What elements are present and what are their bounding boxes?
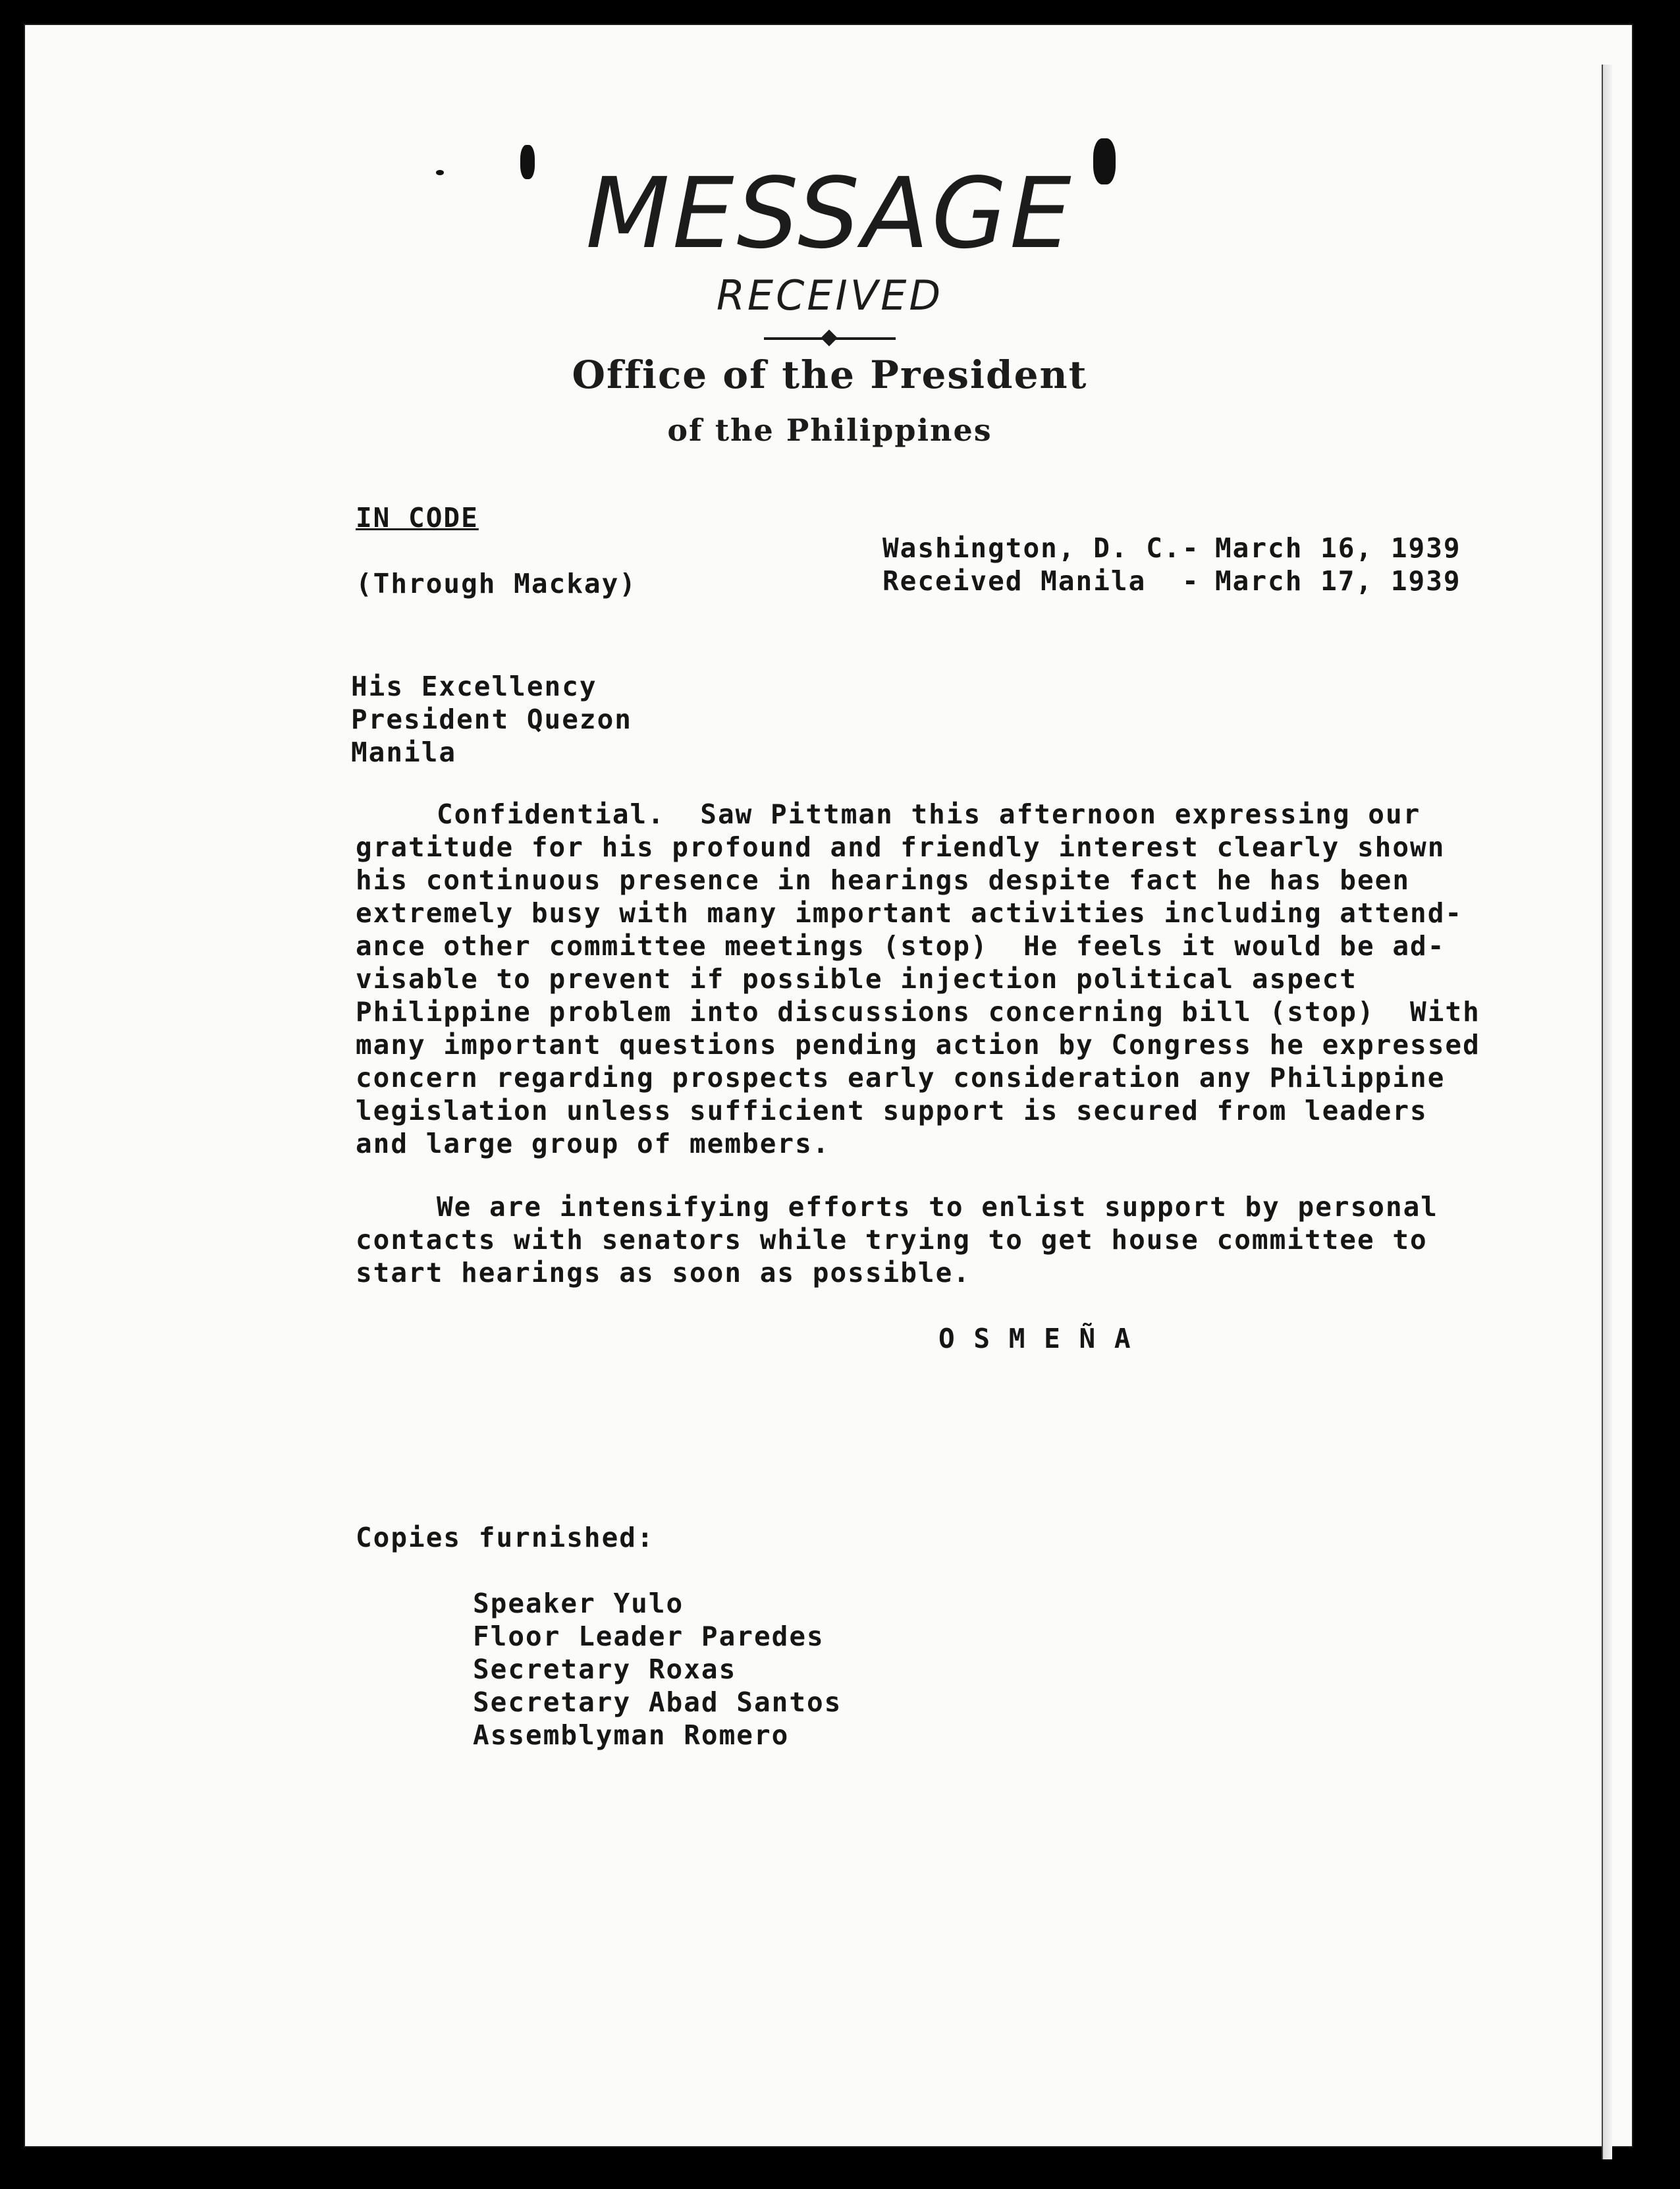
body-line: start hearings as soon as possible. xyxy=(356,1257,971,1288)
letterhead-title: MESSAGE xyxy=(585,157,1074,270)
body-line: extremely busy with many important activities including attend- xyxy=(356,897,1463,929)
body-line: Philippine problem into discussions concerning bill (stop) With xyxy=(356,996,1480,1028)
copies-heading: Copies furnished: xyxy=(356,1522,655,1553)
signature: O S M E Ñ A xyxy=(938,1323,1132,1354)
body-line: visable to prevent if possible injection political aspect xyxy=(356,963,1357,995)
body-line: legislation unless sufficient support is secured from leaders xyxy=(356,1095,1428,1126)
body-line: his continuous presence in hearings despite fact he has been xyxy=(356,864,1411,896)
in-code-label: IN CODE xyxy=(356,502,479,534)
origin-place: Washington, D. C. xyxy=(882,532,1181,564)
body-line: gratitude for his profound and friendly interest clearly shown xyxy=(356,831,1446,863)
letterhead-country: of the Philippines xyxy=(667,412,992,448)
body-line: ance other committee meetings (stop) He feels it would be ad- xyxy=(356,930,1446,962)
body-line: many important questions pending action by Congress he expressed xyxy=(356,1029,1480,1061)
letterhead-subtitle: RECEIVED xyxy=(716,271,944,319)
body-line: contacts with senators while trying to get house committee to xyxy=(356,1224,1428,1256)
copy-recipient: Floor Leader Paredes xyxy=(473,1621,825,1652)
received-dash: - xyxy=(1182,565,1200,597)
copy-recipient: Assemblyman Romero xyxy=(473,1719,790,1751)
body-line: We are intensifying efforts to enlist support by personal xyxy=(437,1191,1438,1223)
addressee-line: Manila xyxy=(351,736,457,768)
received-place: Received Manila xyxy=(882,565,1147,597)
copy-recipient: Secretary Roxas xyxy=(473,1653,737,1685)
received-date: March 17, 1939 xyxy=(1215,565,1461,597)
origin-dash: - xyxy=(1182,532,1200,564)
addressee-line: President Quezon xyxy=(351,704,632,735)
origin-date: March 16, 1939 xyxy=(1215,532,1461,564)
addressee-line: His Excellency xyxy=(351,671,597,702)
copy-recipient: Secretary Abad Santos xyxy=(473,1686,842,1718)
letterhead-office: Office of the President xyxy=(572,352,1088,397)
through-label: (Through Mackay) xyxy=(356,568,637,599)
body-line: Confidential. Saw Pittman this afternoon expressing our xyxy=(437,798,1421,830)
body-line: and large group of members. xyxy=(356,1128,830,1159)
body-line: concern regarding prospects early consideration any Philippine xyxy=(356,1062,1446,1094)
copy-recipient: Speaker Yulo xyxy=(473,1588,684,1619)
